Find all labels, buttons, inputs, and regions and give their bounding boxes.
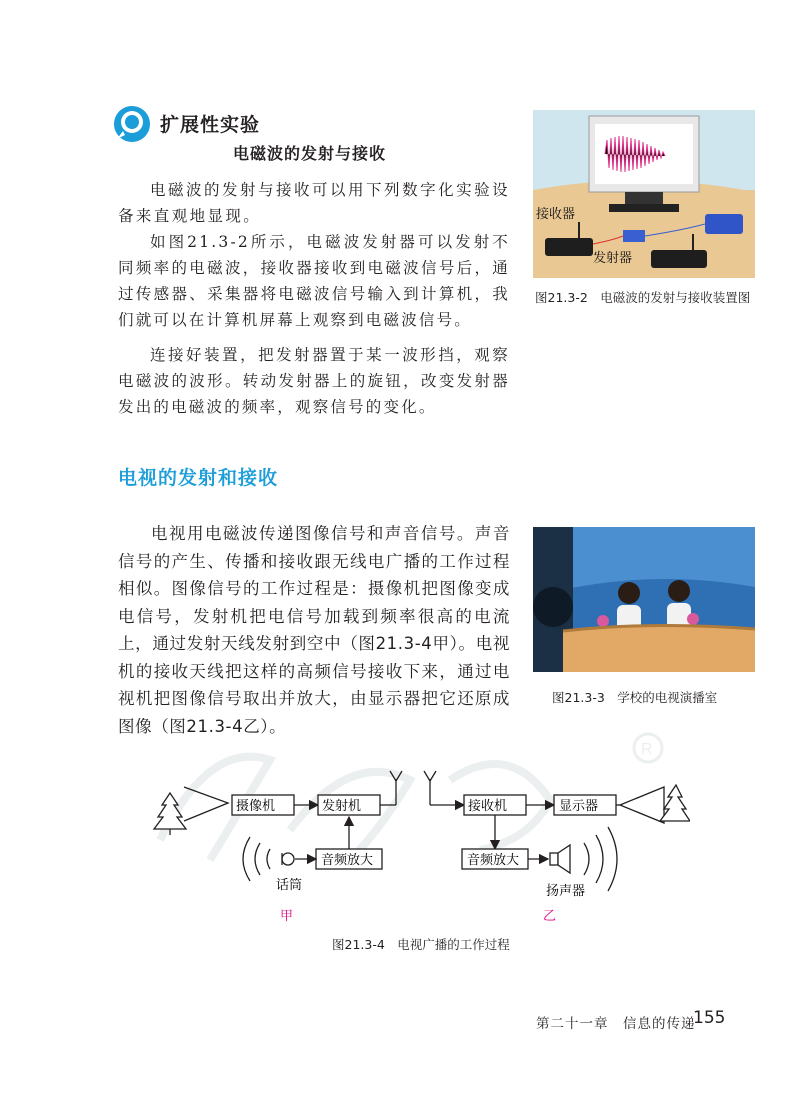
receiver-box-label: 接收机 [468, 798, 508, 813]
experiment-paragraph-2: 如图21.3-2所示，电磁波发射器可以发射不同频率的电磁波，接收器接收到电磁波信号后，通过传感器、采集器将电磁波信号输入到计算机，我们就可以在计算机屏幕上观察到电磁波信号。 [118, 233, 510, 329]
transmitter-label: 发射器 [593, 250, 633, 265]
label-jia: 甲 [280, 908, 294, 923]
tv-studio-photo [533, 527, 755, 672]
transmitter-box-label: 发射机 [322, 798, 362, 813]
figure-21-3-2-caption: 图21.3-2 电磁波的发射与接收装置图 [535, 290, 751, 305]
tv-paragraph: 电视用电磁波传递图像信号和声音信号。声音信号的产生、传播和接收跟无线电广播的工作过程相似。图像信号的工作过程是：摄像机把图像变成电信号，发射机把电信号加载到频率很高的电流上，通过发射天线发射到空中（图21.3-4甲）。电视机的接收天线把这样的高频信号接收下来，通过电视机把图像信号取出并放大，由显示器把它还原成图像（图21.3-4乙）。 [118, 524, 510, 736]
chapter-footer: 第二十一章 信息的传递 [536, 1016, 696, 1032]
experiment-paragraph-1: 电磁波的发射与接收可以用下列数字化实验设备来直观地显现。 [118, 181, 510, 225]
tv-broadcast-diagram [150, 765, 690, 925]
experiment-label: 扩展性实验 [160, 114, 261, 136]
section-heading: 电视的发射和接收 [118, 467, 279, 489]
experiment-apparatus-photo [533, 110, 755, 278]
experiment-paragraph-3: 连接好装置，把发射器置于某一波形挡，观察电磁波的波形。转动发射器上的旋钮，改变发射器发出的电磁波的频率，观察信号的变化。 [118, 346, 510, 416]
camera-label: 摄像机 [236, 798, 276, 813]
svg-text:R: R [641, 741, 653, 758]
magnifier-icon [113, 105, 151, 143]
display-label: 显示器 [559, 798, 599, 813]
figure-21-3-3-caption: 图21.3-3 学校的电视演播室 [552, 690, 718, 705]
experiment-subtitle: 电磁波的发射与接收 [233, 144, 387, 163]
microphone-label: 话筒 [276, 877, 303, 892]
speaker-label: 扬声器 [546, 883, 586, 898]
amplifier-right-label: 音频放大 [467, 852, 520, 867]
amplifier-left-label: 音频放大 [321, 852, 374, 867]
figure-21-3-4-caption: 图21.3-4 电视广播的工作过程 [332, 937, 510, 952]
page-number: 155 [693, 1008, 726, 1028]
receiver-label: 接收器 [536, 206, 576, 221]
label-yi: 乙 [543, 908, 557, 923]
